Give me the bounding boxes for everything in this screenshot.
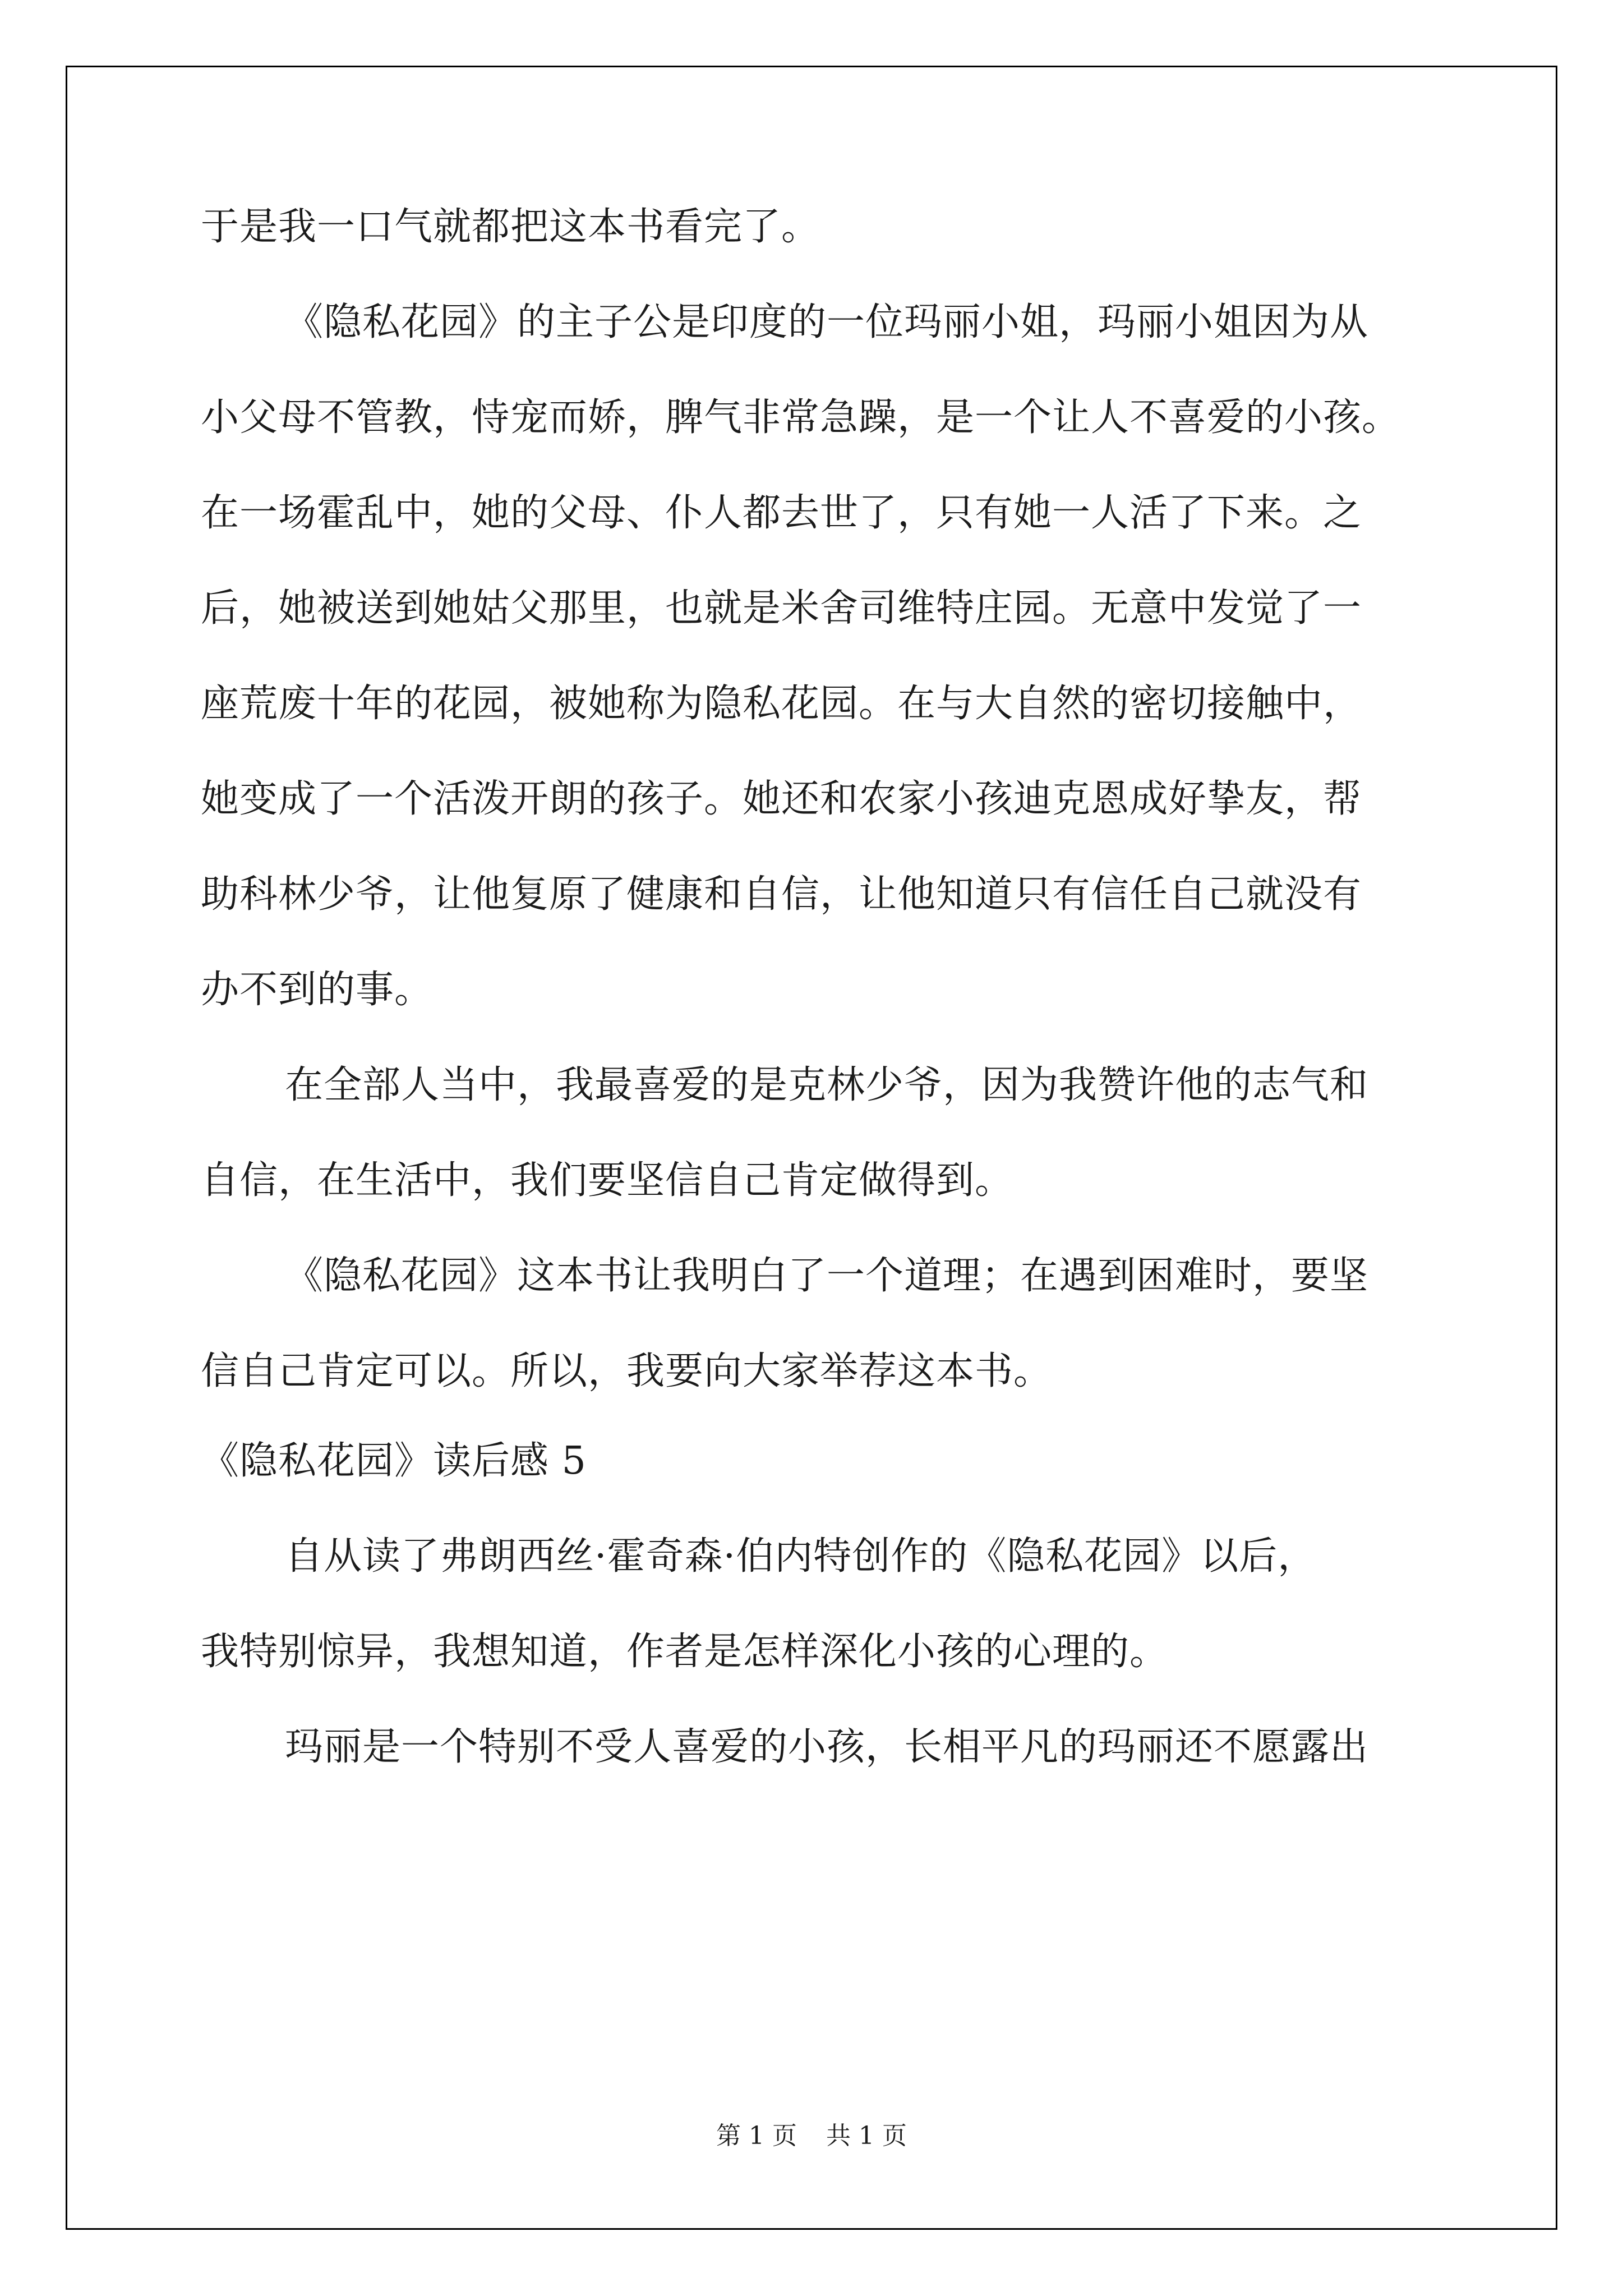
text-line: 玛丽是一个特别不受人喜爱的小孩，长相平凡的玛丽还不愿露出 (285, 1725, 1369, 1769)
text-line: 《隐私花园》的主子公是印度的一位玛丽小姐，玛丽小姐因为从 (285, 300, 1369, 344)
section-heading: 《隐私花园》读后感 5 (201, 1439, 587, 1483)
text-line: 《隐私花园》这本书让我明白了一个道理；在遇到困难时，要坚 (285, 1254, 1369, 1298)
text-line: 在全部人当中，我最喜爱的是克林少爷，因为我赞许他的志气和 (285, 1063, 1369, 1107)
text-line: 小父母不管教，恃宠而娇，脾气非常急躁，是一个让人不喜爱的小孩。 (201, 395, 1401, 440)
text-line: 助科林少爷，让他复原了健康和自信，让他知道只有信任自己就没有 (201, 872, 1362, 917)
text-line: 自从读了弗朗西丝·霍奇森·伯内特创作的《隐私花园》以后， (285, 1534, 1317, 1579)
page-number: 第 1 页 (716, 2122, 797, 2150)
text-line: 我特别惊异，我想知道，作者是怎样深化小孩的心理的。 (201, 1630, 1169, 1674)
page-footer (0, 2119, 1623, 2153)
page-total: 共 1 页 (826, 2122, 907, 2150)
text-line: 信自己肯定可以。所以，我要向大家举荐这本书。 (201, 1349, 1053, 1393)
text-line: 座荒废十年的花园，被她称为隐私花园。在与大自然的密切接触中， (201, 682, 1362, 726)
text-line: 在一场霍乱中，她的父母、仆人都去世了，只有她一人活了下来。之 (201, 491, 1362, 535)
text-line: 后，她被送到她姑父那里，也就是米舍司维特庄园。无意中发觉了一 (201, 586, 1362, 631)
page-border (66, 66, 1557, 2230)
text-line: 她变成了一个活泼开朗的孩子。她还和农家小孩迪克恩成好挚友，帮 (201, 777, 1362, 821)
text-line: 办不到的事。 (201, 968, 434, 1012)
text-line: 自信，在生活中，我们要坚信自己肯定做得到。 (201, 1158, 1014, 1203)
text-line: 于是我一口气就都把这本书看完了。 (201, 205, 820, 249)
